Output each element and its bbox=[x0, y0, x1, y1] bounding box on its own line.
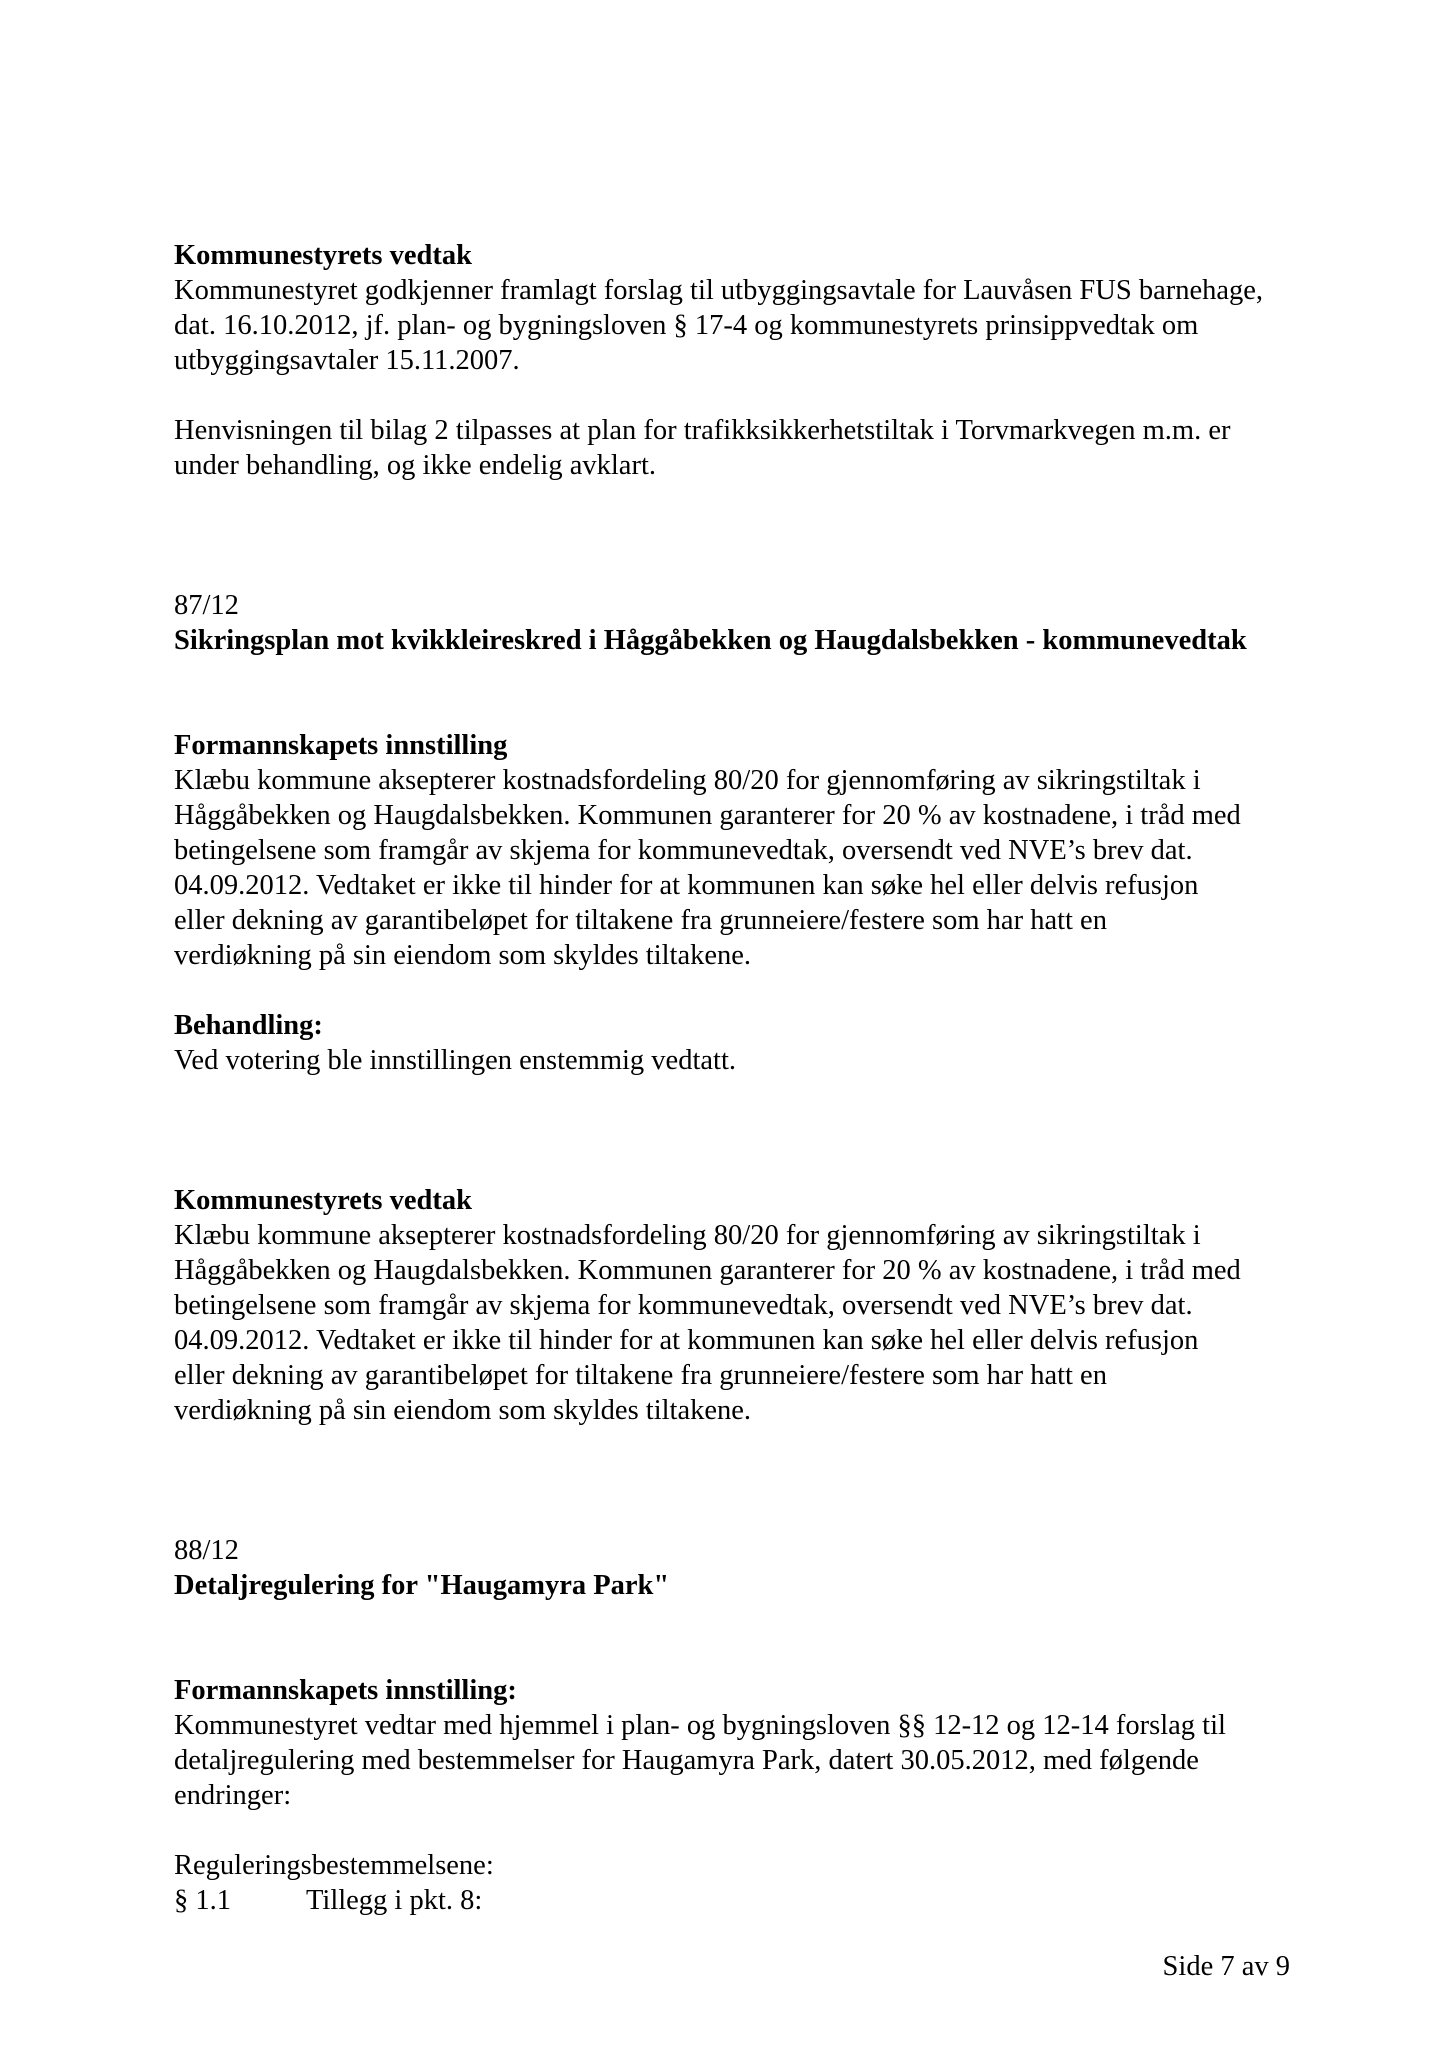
case-number: 87/12 bbox=[174, 590, 239, 621]
case-title: Detaljregulering for "Haugamyra Park" bbox=[174, 1570, 670, 1601]
recommendation-text: Klæbu kommune aksepterer kostnadsfordeling 80/20 for gjennomføring av sikringstiltak i Håggåbekken og Haugdalsbekken. Kommunen garanterer for 20 % av kostnadene, i tråd med betingelsene som framgår av skjema for kommunevedtak, oversendt ved NVE’s brev dat. 04.09.2012. Vedtaket er ikke til hinder for at kommunen kan søke hel eller delvis refusjon eller dekning av garantibeløpet for tiltakene fra grunneiere/festere som har hatt en verdiøkning på sin eiendom som skyldes tiltakene. bbox=[174, 765, 1241, 971]
note-paragraph: Henvisningen til bilag 2 tilpasses at plan for trafikksikkerhetstiltak i Torvmarkvegen m.m. er under behandling, og ikke endelig avklart. bbox=[174, 415, 1231, 481]
case-title: Sikringsplan mot kvikkleireskred i Håggåbekken og Haugdalsbekken - kommunevedtak bbox=[174, 625, 1247, 656]
section-heading: Kommunestyrets vedtak bbox=[174, 240, 472, 271]
treatment-text: Ved votering ble innstillingen enstemmig vedtatt. bbox=[174, 1045, 736, 1076]
recommendation-heading: Formannskapets innstilling bbox=[174, 730, 508, 761]
clause-number: § 1.1 bbox=[174, 1885, 231, 1916]
recommendation-text: Kommunestyret vedtar med hjemmel i plan- og bygningsloven §§ 12-12 og 12-14 forslag til detaljregulering med bestemmelser for Haugamyra Park, datert 30.05.2012, med følgende endringer: bbox=[174, 1710, 1226, 1811]
document-body bbox=[174, 238, 1304, 1918]
decision-heading: Kommunestyrets vedtak bbox=[174, 1185, 472, 1216]
regulations-label: Reguleringsbestemmelsene: bbox=[174, 1850, 494, 1881]
page-number: Side 7 av 9 bbox=[1162, 1951, 1290, 1982]
treatment-heading: Behandling: bbox=[174, 1010, 323, 1041]
case-number: 88/12 bbox=[174, 1535, 239, 1566]
decision-text: Klæbu kommune aksepterer kostnadsfordeling 80/20 for gjennomføring av sikringstiltak i Håggåbekken og Haugdalsbekken. Kommunen garanterer for 20 % av kostnadene, i tråd med betingelsene som framgår av skjema for kommunevedtak, oversendt ved NVE’s brev dat. 04.09.2012. Vedtaket er ikke til hinder for at kommunen kan søke hel eller delvis refusjon eller dekning av garantibeløpet for tiltakene fra grunneiere/festere som har hatt en verdiøkning på sin eiendom som skyldes tiltakene. bbox=[174, 1220, 1241, 1426]
clause-row bbox=[174, 1883, 1304, 1918]
decision-paragraph: Kommunestyret godkjenner framlagt forslag til utbyggingsavtale for Lauvåsen FUS barnehage, dat. 16.10.2012, jf. plan- og bygningsloven § 17-4 og kommunestyrets prinsippvedtak om utbyggingsavtaler 15.11.2007. bbox=[174, 275, 1264, 376]
clause-text: Tillegg i pkt. 8: bbox=[306, 1885, 483, 1916]
recommendation-heading: Formannskapets innstilling: bbox=[174, 1675, 517, 1706]
